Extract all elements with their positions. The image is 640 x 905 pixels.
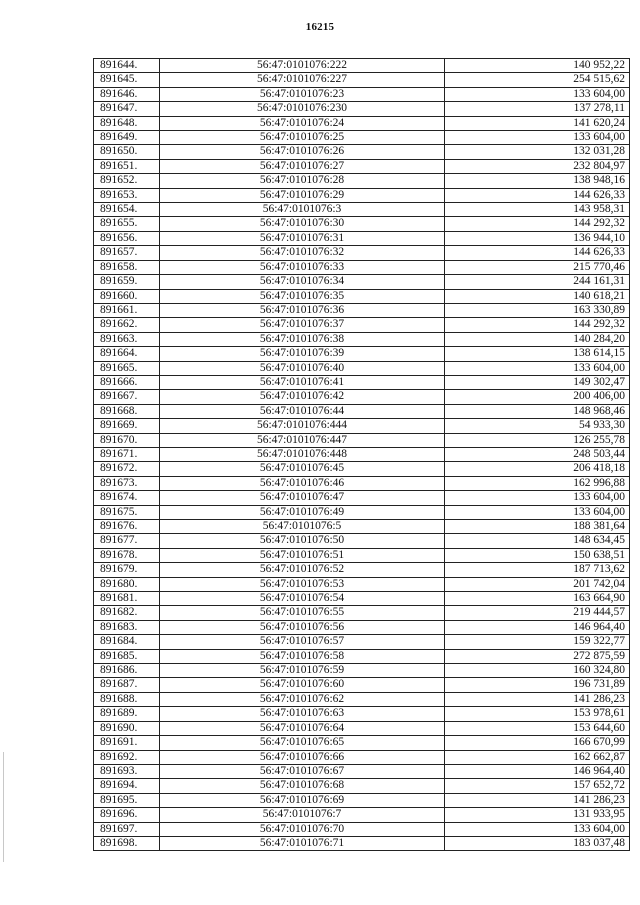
table-row [94, 188, 630, 202]
cadastral-value: 157 652,72 [445, 779, 630, 793]
table-row [94, 836, 630, 850]
row-number: 891677. [94, 534, 160, 548]
cadastral-value: 146 964,40 [445, 764, 630, 778]
cadastral-value: 148 634,45 [445, 534, 630, 548]
cadastral-number: 56:47:0101076:39 [160, 347, 445, 361]
row-number: 891692. [94, 750, 160, 764]
cadastral-value: 146 964,40 [445, 620, 630, 634]
cadastral-number: 56:47:0101076:230 [160, 102, 445, 116]
cadastral-value: 201 742,04 [445, 577, 630, 591]
row-number: 891668. [94, 404, 160, 418]
row-number: 891656. [94, 231, 160, 245]
cadastral-number: 56:47:0101076:57 [160, 635, 445, 649]
row-number: 891654. [94, 203, 160, 217]
row-number: 891661. [94, 303, 160, 317]
row-number: 891690. [94, 721, 160, 735]
table-row [94, 131, 630, 145]
row-number: 891651. [94, 159, 160, 173]
cadastral-number: 56:47:0101076:29 [160, 188, 445, 202]
row-number: 891680. [94, 577, 160, 591]
row-number: 891676. [94, 520, 160, 534]
cadastral-value: 150 638,51 [445, 548, 630, 562]
row-number: 891671. [94, 447, 160, 461]
cadastral-value: 196 731,89 [445, 678, 630, 692]
table-row [94, 361, 630, 375]
table-row [94, 116, 630, 130]
cadastral-number: 56:47:0101076:25 [160, 131, 445, 145]
table-body [94, 59, 630, 851]
cadastral-number: 56:47:0101076:26 [160, 145, 445, 159]
table-row [94, 447, 630, 461]
cadastral-value: 148 968,46 [445, 404, 630, 418]
cadastral-number: 56:47:0101076:47 [160, 491, 445, 505]
cadastral-number: 56:47:0101076:37 [160, 318, 445, 332]
row-number: 891691. [94, 736, 160, 750]
cadastral-value: 163 664,90 [445, 592, 630, 606]
cadastral-value: 133 604,00 [445, 822, 630, 836]
row-number: 891688. [94, 692, 160, 706]
cadastral-number: 56:47:0101076:66 [160, 750, 445, 764]
table-row [94, 159, 630, 173]
scan-margin-line [3, 752, 4, 862]
row-number: 891684. [94, 635, 160, 649]
cadastral-number: 56:47:0101076:52 [160, 563, 445, 577]
row-number: 891647. [94, 102, 160, 116]
table-row [94, 707, 630, 721]
row-number: 891662. [94, 318, 160, 332]
cadastral-number: 56:47:0101076:45 [160, 462, 445, 476]
table-row [94, 620, 630, 634]
cadastral-value: 272 875,59 [445, 649, 630, 663]
cadastral-value: 183 037,48 [445, 836, 630, 850]
table-row [94, 275, 630, 289]
cadastral-number: 56:47:0101076:44 [160, 404, 445, 418]
cadastral-number: 56:47:0101076:49 [160, 505, 445, 519]
cadastral-number: 56:47:0101076:65 [160, 736, 445, 750]
cadastral-value: 200 406,00 [445, 390, 630, 404]
row-number: 891653. [94, 188, 160, 202]
row-number: 891649. [94, 131, 160, 145]
row-number: 891669. [94, 419, 160, 433]
table-row [94, 520, 630, 534]
table-row [94, 59, 630, 73]
table-row [94, 664, 630, 678]
row-number: 891681. [94, 592, 160, 606]
table-row [94, 505, 630, 519]
row-number: 891683. [94, 620, 160, 634]
row-number: 891658. [94, 260, 160, 274]
table-row [94, 203, 630, 217]
table-row [94, 260, 630, 274]
table-row [94, 318, 630, 332]
table-row [94, 433, 630, 447]
cadastral-value: 162 996,88 [445, 476, 630, 490]
table-row [94, 289, 630, 303]
cadastral-value: 166 670,99 [445, 736, 630, 750]
cadastral-number: 56:47:0101076:63 [160, 707, 445, 721]
cadastral-number: 56:47:0101076:69 [160, 793, 445, 807]
row-number: 891674. [94, 491, 160, 505]
cadastral-value: 140 618,21 [445, 289, 630, 303]
page-number: 16215 [305, 21, 335, 33]
row-number: 891678. [94, 548, 160, 562]
table-row [94, 678, 630, 692]
cadastral-number: 56:47:0101076:51 [160, 548, 445, 562]
table-row [94, 793, 630, 807]
table-row [94, 779, 630, 793]
row-number: 891685. [94, 649, 160, 663]
cadastral-value: 126 255,78 [445, 433, 630, 447]
row-number: 891689. [94, 707, 160, 721]
cadastral-number: 56:47:0101076:62 [160, 692, 445, 706]
row-number: 891696. [94, 808, 160, 822]
cadastral-number: 56:47:0101076:42 [160, 390, 445, 404]
cadastral-number: 56:47:0101076:24 [160, 116, 445, 130]
cadastral-number: 56:47:0101076:58 [160, 649, 445, 663]
cadastral-number: 56:47:0101076:59 [160, 664, 445, 678]
table-row [94, 174, 630, 188]
table-row [94, 577, 630, 591]
cadastral-value: 141 620,24 [445, 116, 630, 130]
cadastral-number: 56:47:0101076:448 [160, 447, 445, 461]
cadastral-value: 215 770,46 [445, 260, 630, 274]
row-number: 891687. [94, 678, 160, 692]
row-number: 891695. [94, 793, 160, 807]
cadastral-number: 56:47:0101076:54 [160, 592, 445, 606]
cadastral-value: 133 604,00 [445, 505, 630, 519]
cadastral-value: 162 662,87 [445, 750, 630, 764]
cadastral-number: 56:47:0101076:55 [160, 606, 445, 620]
table-row [94, 736, 630, 750]
row-number: 891693. [94, 764, 160, 778]
table-row [94, 246, 630, 260]
table-row [94, 73, 630, 87]
row-number: 891679. [94, 563, 160, 577]
table-row [94, 692, 630, 706]
cadastral-number: 56:47:0101076:30 [160, 217, 445, 231]
table-row [94, 563, 630, 577]
cadastral-number: 56:47:0101076:447 [160, 433, 445, 447]
table-row [94, 217, 630, 231]
cadastral-value: 188 381,64 [445, 520, 630, 534]
table-row [94, 721, 630, 735]
cadastral-value: 144 626,33 [445, 188, 630, 202]
row-number: 891686. [94, 664, 160, 678]
cadastral-value: 144 626,33 [445, 246, 630, 260]
table-row [94, 592, 630, 606]
row-number: 891646. [94, 87, 160, 101]
cadastral-number: 56:47:0101076:444 [160, 419, 445, 433]
table-row [94, 145, 630, 159]
table-row [94, 822, 630, 836]
cadastral-value: 133 604,00 [445, 361, 630, 375]
cadastral-number: 56:47:0101076:28 [160, 174, 445, 188]
row-number: 891663. [94, 332, 160, 346]
row-number: 891655. [94, 217, 160, 231]
table-row [94, 548, 630, 562]
table-row [94, 332, 630, 346]
row-number: 891650. [94, 145, 160, 159]
row-number: 891657. [94, 246, 160, 260]
cadastral-value: 137 278,11 [445, 102, 630, 116]
table-row [94, 231, 630, 245]
cadastral-value: 206 418,18 [445, 462, 630, 476]
row-number: 891670. [94, 433, 160, 447]
cadastral-value: 163 330,89 [445, 303, 630, 317]
cadastral-number: 56:47:0101076:70 [160, 822, 445, 836]
cadastral-number: 56:47:0101076:50 [160, 534, 445, 548]
cadastral-value: 131 933,95 [445, 808, 630, 822]
table-row [94, 606, 630, 620]
table-row [94, 303, 630, 317]
table-row [94, 375, 630, 389]
cadastral-value: 133 604,00 [445, 131, 630, 145]
table-row [94, 476, 630, 490]
cadastral-value: 153 978,61 [445, 707, 630, 721]
table-row [94, 808, 630, 822]
cadastral-number: 56:47:0101076:68 [160, 779, 445, 793]
cadastral-number: 56:47:0101076:7 [160, 808, 445, 822]
row-number: 891698. [94, 836, 160, 850]
cadastral-value: 141 286,23 [445, 793, 630, 807]
table-row [94, 534, 630, 548]
cadastral-number: 56:47:0101076:56 [160, 620, 445, 634]
row-number: 891660. [94, 289, 160, 303]
row-number: 891645. [94, 73, 160, 87]
cadastral-number: 56:47:0101076:46 [160, 476, 445, 490]
cadastral-number: 56:47:0101076:35 [160, 289, 445, 303]
row-number: 891648. [94, 116, 160, 130]
cadastral-value: 159 322,77 [445, 635, 630, 649]
row-number: 891664. [94, 347, 160, 361]
cadastral-number: 56:47:0101076:23 [160, 87, 445, 101]
cadastral-number: 56:47:0101076:60 [160, 678, 445, 692]
row-number: 891666. [94, 375, 160, 389]
cadastral-value: 133 604,00 [445, 491, 630, 505]
table-row [94, 404, 630, 418]
cadastral-value: 144 292,32 [445, 318, 630, 332]
row-number: 891697. [94, 822, 160, 836]
row-number: 891665. [94, 361, 160, 375]
cadastral-value: 140 952,22 [445, 59, 630, 73]
cadastral-number: 56:47:0101076:36 [160, 303, 445, 317]
cadastral-number: 56:47:0101076:31 [160, 231, 445, 245]
cadastral-number: 56:47:0101076:38 [160, 332, 445, 346]
cadastral-value: 141 286,23 [445, 692, 630, 706]
cadastral-number: 56:47:0101076:3 [160, 203, 445, 217]
table-row [94, 390, 630, 404]
cadastral-number: 56:47:0101076:222 [160, 59, 445, 73]
cadastral-value-table [93, 58, 630, 851]
row-number: 891667. [94, 390, 160, 404]
cadastral-value: 140 284,20 [445, 332, 630, 346]
cadastral-value: 248 503,44 [445, 447, 630, 461]
row-number: 891675. [94, 505, 160, 519]
cadastral-value: 149 302,47 [445, 375, 630, 389]
cadastral-value: 160 324,80 [445, 664, 630, 678]
cadastral-value: 54 933,30 [445, 419, 630, 433]
cadastral-value: 132 031,28 [445, 145, 630, 159]
table-row [94, 462, 630, 476]
cadastral-value: 138 614,15 [445, 347, 630, 361]
table-row [94, 649, 630, 663]
cadastral-number: 56:47:0101076:64 [160, 721, 445, 735]
cadastral-value: 254 515,62 [445, 73, 630, 87]
cadastral-value: 219 444,57 [445, 606, 630, 620]
cadastral-value: 153 644,60 [445, 721, 630, 735]
cadastral-value: 138 948,16 [445, 174, 630, 188]
cadastral-number: 56:47:0101076:34 [160, 275, 445, 289]
table-row [94, 750, 630, 764]
table-row [94, 491, 630, 505]
cadastral-number: 56:47:0101076:71 [160, 836, 445, 850]
cadastral-value: 244 161,31 [445, 275, 630, 289]
row-number: 891659. [94, 275, 160, 289]
cadastral-value: 143 958,31 [445, 203, 630, 217]
table-row [94, 102, 630, 116]
table-row [94, 764, 630, 778]
cadastral-number: 56:47:0101076:27 [160, 159, 445, 173]
row-number: 891652. [94, 174, 160, 188]
cadastral-number: 56:47:0101076:32 [160, 246, 445, 260]
cadastral-value: 136 944,10 [445, 231, 630, 245]
row-number: 891682. [94, 606, 160, 620]
row-number: 891672. [94, 462, 160, 476]
table-row [94, 635, 630, 649]
cadastral-number: 56:47:0101076:40 [160, 361, 445, 375]
row-number: 891694. [94, 779, 160, 793]
cadastral-value: 232 804,97 [445, 159, 630, 173]
cadastral-number: 56:47:0101076:227 [160, 73, 445, 87]
row-number: 891644. [94, 59, 160, 73]
row-number: 891673. [94, 476, 160, 490]
cadastral-number: 56:47:0101076:67 [160, 764, 445, 778]
table-row [94, 347, 630, 361]
cadastral-value: 187 713,62 [445, 563, 630, 577]
table-row [94, 87, 630, 101]
cadastral-number: 56:47:0101076:41 [160, 375, 445, 389]
table-row [94, 419, 630, 433]
cadastral-value: 133 604,00 [445, 87, 630, 101]
cadastral-number: 56:47:0101076:53 [160, 577, 445, 591]
cadastral-number: 56:47:0101076:33 [160, 260, 445, 274]
cadastral-number: 56:47:0101076:5 [160, 520, 445, 534]
cadastral-value: 144 292,32 [445, 217, 630, 231]
